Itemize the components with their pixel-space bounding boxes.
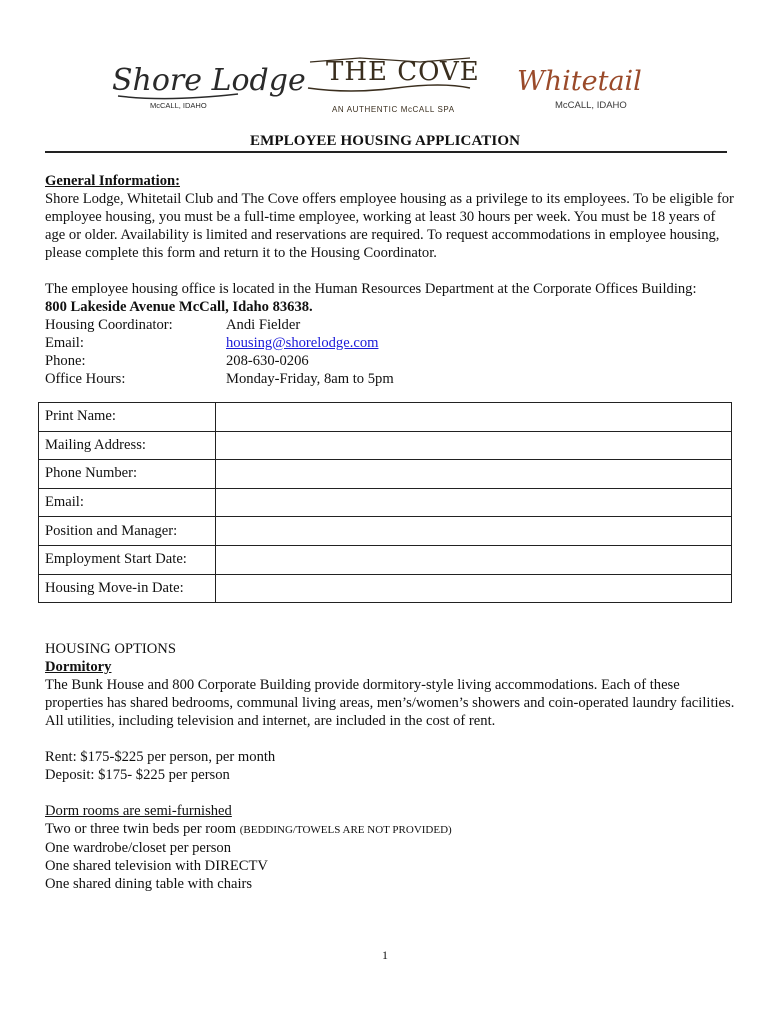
field-label: Employment Start Date:: [39, 545, 216, 574]
contact-row-coordinator: [45, 316, 735, 334]
position-manager-field[interactable]: [216, 517, 732, 546]
furnishing-beds: [45, 820, 735, 839]
field-label: Housing Move-in Date:: [39, 574, 216, 603]
furnishing-tv: One shared television with DIRECTV: [45, 858, 268, 874]
dormitory-paragraph: The Bunk House and 800 Corporate Building provide dormitory-style living accommodations. Each of these properties has shared bedrooms, communal living areas, men’s/women’s showers and coin-operated laundry facilities. All utilities, including television and internet, are included in the cost of rent.: [45, 677, 735, 729]
shore-lodge-logo: [108, 58, 306, 114]
form-row-print-name: [39, 403, 732, 432]
contact-label: Office Hours:: [45, 371, 126, 387]
contact-label: Housing Coordinator:: [45, 317, 173, 333]
move-in-date-field[interactable]: [216, 574, 732, 603]
svg-text:Whitetail: Whitetail: [517, 66, 642, 97]
application-form-table: [38, 402, 732, 603]
housing-options-section: [45, 640, 735, 893]
email-field[interactable]: [216, 488, 732, 517]
semi-furnished-heading: Dorm rooms are semi-furnished: [45, 803, 232, 819]
general-info-paragraph: Shore Lodge, Whitetail Club and The Cove offers employee housing as a privilege to its employees. To be eligible for employee housing, you must be a full-time employee, working at least 30 hours per week. You must be 18 years of age or older. Availability is limited and reservations are required. To request accommodations in employee housing, please complete this form and return it to the Housing Coordinator.: [45, 191, 734, 261]
contact-value: Andi Fielder: [226, 317, 301, 333]
contact-row-phone: [45, 352, 735, 370]
the-cove-logo: [300, 50, 480, 118]
bedding-note: (BEDDING/TOWELS ARE NOT PROVIDED): [239, 824, 452, 836]
form-row-position-manager: [39, 517, 732, 546]
contact-label: Phone:: [45, 353, 86, 369]
dormitory-heading: Dormitory: [45, 659, 112, 675]
beds-text: Two or three twin beds per room: [45, 821, 237, 837]
form-row-phone-number: [39, 460, 732, 489]
field-label: Position and Manager:: [39, 517, 216, 546]
form-row-email: [39, 488, 732, 517]
svg-text:McCALL, IDAHO: McCALL, IDAHO: [555, 100, 627, 111]
form-row-move-in-date: [39, 574, 732, 603]
housing-options-heading: HOUSING OPTIONS: [45, 641, 176, 657]
form-row-mailing-address: [39, 431, 732, 460]
field-label: Phone Number:: [39, 460, 216, 489]
whitetail-logo: [515, 62, 665, 112]
svg-text:Shore Lodge: Shore Lodge: [112, 63, 306, 98]
office-location-paragraph: The employee housing office is located in the Human Resources Department at the Corporate Offices Building:: [45, 281, 697, 297]
contact-row-email: [45, 334, 735, 352]
contact-label: Email:: [45, 335, 84, 351]
svg-text:THE COVE: THE COVE: [326, 57, 480, 87]
general-info-section: [45, 172, 735, 388]
contact-value: 208-630-0206: [226, 353, 309, 369]
start-date-field[interactable]: [216, 545, 732, 574]
field-label: Email:: [39, 488, 216, 517]
rent-line: Rent: $175-$225 per person, per month: [45, 749, 276, 765]
field-label: Mailing Address:: [39, 431, 216, 460]
print-name-field[interactable]: [216, 403, 732, 432]
page-title: EMPLOYEE HOUSING APPLICATION: [249, 133, 521, 149]
field-label: Print Name:: [39, 403, 216, 432]
page-number: 1: [382, 948, 388, 962]
contact-row-hours: [45, 370, 735, 388]
office-address: 800 Lakeside Avenue McCall, Idaho 83638.: [45, 299, 313, 315]
furnishing-table: One shared dining table with chairs: [45, 876, 253, 892]
deposit-line: Deposit: $175- $225 per person: [45, 767, 230, 783]
title-rule: [45, 151, 727, 153]
svg-text:McCALL, IDAHO: McCALL, IDAHO: [150, 101, 207, 110]
contact-value: Monday-Friday, 8am to 5pm: [226, 371, 394, 387]
form-row-start-date: [39, 545, 732, 574]
mailing-address-field[interactable]: [216, 431, 732, 460]
phone-number-field[interactable]: [216, 460, 732, 489]
furnishing-wardrobe: One wardrobe/closet per person: [45, 840, 231, 856]
email-link[interactable]: housing@shorelodge.com: [226, 335, 379, 351]
general-info-heading: General Information:: [45, 173, 180, 189]
svg-text:AN AUTHENTIC McCALL SPA: AN AUTHENTIC McCALL SPA: [332, 105, 455, 114]
